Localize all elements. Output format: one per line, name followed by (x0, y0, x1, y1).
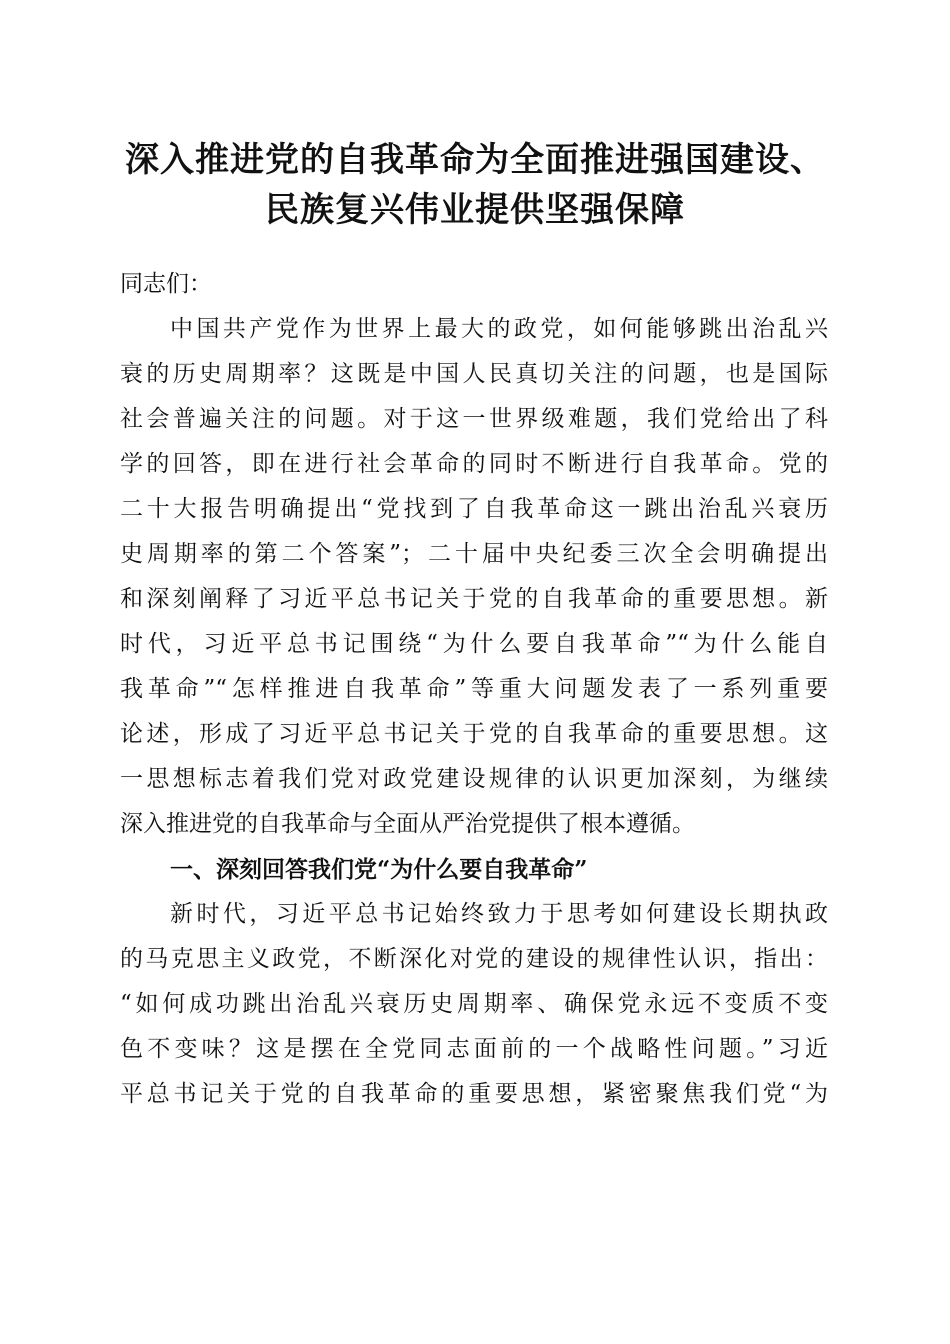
paragraph-line: 时代，习近平总书记围绕“为什么要自我革命”“为什么能自 (120, 631, 828, 657)
greeting: 同志们： (120, 271, 212, 297)
paragraph-line: 中国共产党作为世界上最大的政党，如何能够跳出治乱兴 (170, 316, 828, 342)
paragraph-line: 平总书记关于党的自我革命的重要思想，紧密聚焦我们党“为 (120, 1081, 828, 1107)
paragraph-line: 社会普遍关注的问题。对于这一世界级难题，我们党给出了科 (120, 406, 828, 432)
paragraph-line: 深入推进党的自我革命与全面从严治党提供了根本遵循。 (120, 811, 695, 837)
paragraph-line: 新时代，习近平总书记始终致力于思考如何建设长期执政 (170, 901, 828, 927)
paragraph-line: 我革命”“怎样推进自我革命”等重大问题发表了一系列重要 (120, 676, 828, 702)
paragraph-line: 论述，形成了习近平总书记关于党的自我革命的重要思想。这 (120, 721, 828, 747)
paragraph-1 (120, 307, 828, 847)
paragraph-line: 和深刻阐释了习近平总书记关于党的自我革命的重要思想。新 (120, 586, 828, 612)
document-body (120, 262, 828, 1117)
paragraph-line: 史周期率的第二个答案”；二十届中央纪委三次全会明确提出 (120, 541, 828, 567)
paragraph-line: 衰的历史周期率？这既是中国人民真切关注的问题，也是国际 (120, 361, 828, 387)
paragraph-line: 二十大报告明确提出“党找到了自我革命这一跳出治乱兴衰历 (120, 496, 828, 522)
document-title-line-2: 民族复兴伟业提供坚强保障 (265, 190, 685, 230)
section-heading-1: 一、深刻回答我们党“为什么要自我革命” (170, 856, 588, 883)
paragraph-line: 色不变味？这是摆在全党同志面前的一个战略性问题。”习近 (120, 1036, 828, 1062)
document-title-line-1: 深入推进党的自我革命为全面推进强国建设、 (125, 140, 825, 180)
paragraph-line: 一思想标志着我们党对政党建设规律的认识更加深刻，为继续 (120, 766, 828, 792)
paragraph-line: 学的回答，即在进行社会革命的同时不断进行自我革命。党的 (120, 451, 828, 477)
paragraph-line: 的马克思主义政党，不断深化对党的建设的规律性认识，指出： (120, 946, 828, 972)
paragraph-line: “如何成功跳出治乱兴衰历史周期率、确保党永远不变质不变 (120, 991, 828, 1017)
paragraph-2 (120, 892, 828, 1117)
